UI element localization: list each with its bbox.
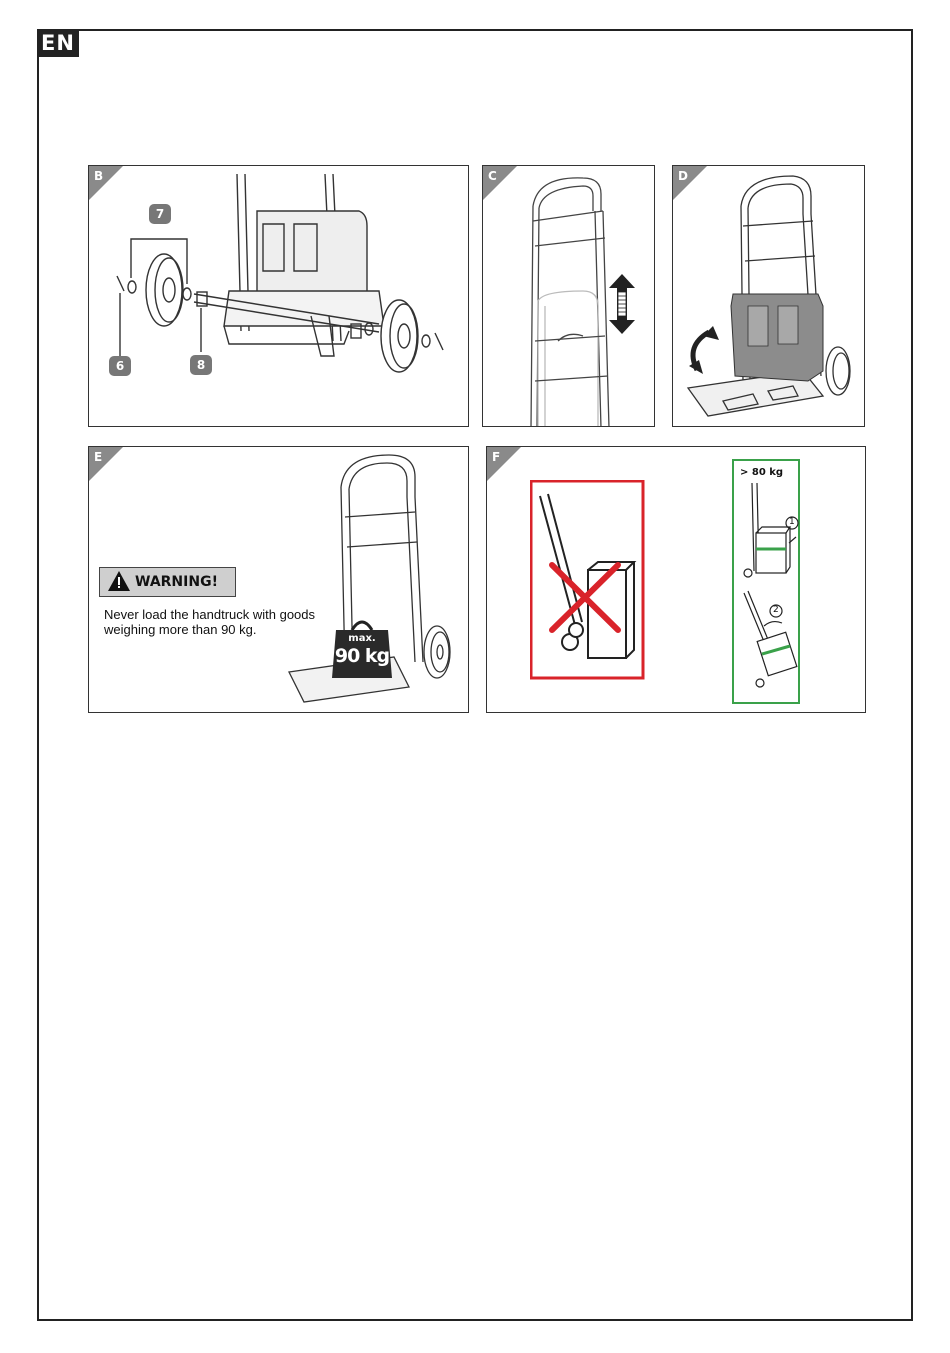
- panel-f: [486, 446, 866, 713]
- panel-d: [672, 165, 865, 427]
- step-1: 1: [789, 517, 795, 527]
- weight-bag: [332, 620, 392, 678]
- fold-plate-illustration: [673, 166, 865, 427]
- panel-letter: F: [492, 450, 501, 464]
- weight-threshold: > 80 kg: [740, 467, 784, 478]
- panel-b: [88, 165, 469, 427]
- language-badge: EN: [37, 29, 79, 57]
- warning-triangle-icon: [108, 571, 130, 591]
- warning-title: WARNING!: [135, 574, 218, 590]
- double-arrow-icon: [607, 274, 637, 334]
- panel-letter: E: [94, 450, 103, 464]
- callout-6: 6: [109, 356, 131, 376]
- wheel-assembly-illustration: [89, 166, 469, 427]
- panel-letter: C: [488, 169, 497, 183]
- callout-8: 8: [190, 355, 212, 375]
- panel-c: [482, 165, 655, 427]
- warning-text: Never load the handtruck with goods weighing more than 90 kg.: [104, 607, 316, 637]
- panel-letter: D: [678, 169, 688, 183]
- right-example: [732, 459, 800, 704]
- step-2: 2: [773, 605, 779, 615]
- rotate-arrow-icon: [679, 326, 723, 376]
- panel-e: [88, 446, 469, 713]
- panel-letter: B: [94, 169, 104, 183]
- warning-box: [99, 567, 236, 597]
- weight-max-label: max.: [348, 633, 376, 644]
- callout-7: 7: [149, 204, 171, 224]
- weight-value: 90 kg: [334, 645, 390, 667]
- wrong-example: [530, 480, 645, 680]
